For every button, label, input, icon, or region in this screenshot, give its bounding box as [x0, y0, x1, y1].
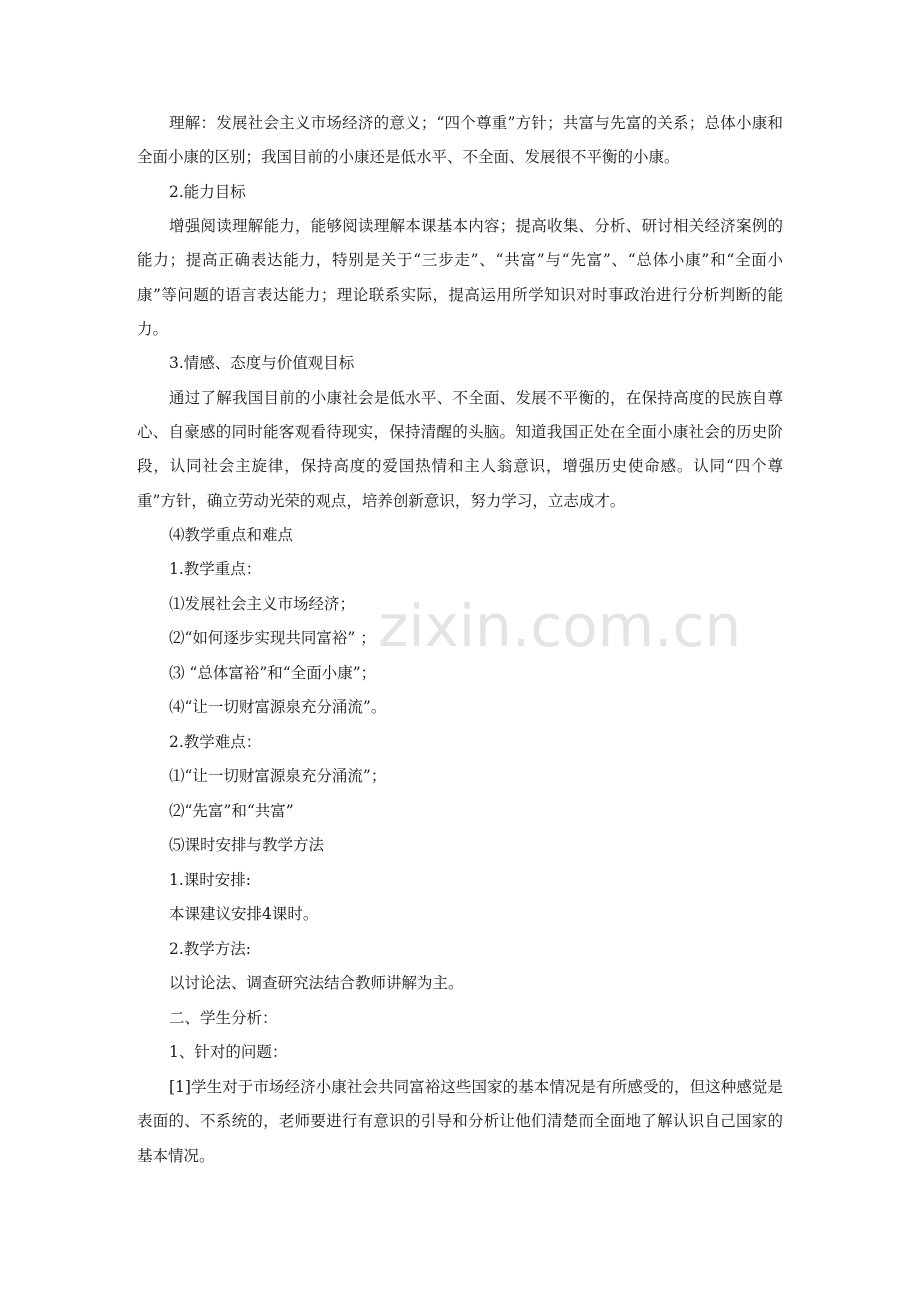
- document-body: [137, 106, 783, 1173]
- key-point-3: ⑶ “总体富裕”和“全面小康”；: [169, 663, 377, 682]
- heading-emotion: 3.情感、态度与价值观目标: [169, 354, 355, 373]
- issue-1: [1]学生对于市场经济小康社会共同富裕这些国家的基本情况是有所感受的，但这种感觉是表面的、不系统的，老师要进行有意识的引导和分析让他们清楚而全面地了解认识自己国家的基本情况。: [137, 1077, 783, 1165]
- heading-schedule-method: ⑸课时安排与教学方法: [169, 836, 325, 855]
- heading-ability: 2.能力目标: [169, 182, 246, 201]
- key-point-4: ⑷“让一切财富源泉充分涌流”。: [169, 698, 387, 717]
- key-point-1: ⑴发展社会主义市场经济；: [169, 594, 356, 613]
- method-text: 以讨论法、调查研究法结合教师讲解为主。: [169, 974, 464, 993]
- paragraph-emotion: 通过了解我国目前的小康社会是低水平、不全面、发展不平衡的，在保持高度的民族自尊心、自豪感的同时能客观看待现实，保持清醒的头脑。知道我国正处在全面小康社会的历史阶段，认同社会主旋律，保持高度的爱国热情和主人翁意识，增强历史使命感。认同“四个尊重”方针，确立劳动光荣的观点，培养创新意识，努力学习，立志成才。: [137, 388, 783, 510]
- difficult-point-2: ⑵“先富”和“共富”: [169, 801, 294, 820]
- method-title: 2.教学方法:: [169, 939, 252, 958]
- section-student-analysis: 二、学生分析：: [169, 1008, 278, 1027]
- key-points-title: 1.教学重点：: [169, 560, 262, 579]
- heading-key-difficult: ⑷教学重点和难点: [169, 525, 294, 544]
- difficult-point-1: ⑴“让一切财富源泉充分涌流”；: [169, 767, 387, 786]
- schedule-title: 1.课时安排:: [169, 870, 252, 889]
- key-point-2: ⑵“如何逐步实现共同富裕” ；: [169, 629, 376, 648]
- paragraph-understanding: 理解：发展社会主义市场经济的意义；“四个尊重”方针；共富与先富的关系；总体小康和全面小康的区别；我国目前的小康还是低水平、不全面、发展很不平衡的小康。: [137, 114, 783, 167]
- paragraph-ability: 增强阅读理解能力，能够阅读理解本课基本内容；提高收集、分析、研讨相关经济案例的能力；提高正确表达能力，特别是关于“三步走”、“共富”与“先富”、“总体小康”和“全面小康”等问题的语言表达能力；理论联系实际，提高运用所学知识对时事政治进行分析判断的能力。: [137, 217, 783, 338]
- difficult-points-title: 2.教学难点：: [169, 732, 262, 751]
- issues-title: 1、针对的问题：: [169, 1043, 288, 1062]
- schedule-text: 本课建议安排4课时。: [169, 905, 319, 924]
- watermark: zixin.com.cn: [378, 592, 742, 660]
